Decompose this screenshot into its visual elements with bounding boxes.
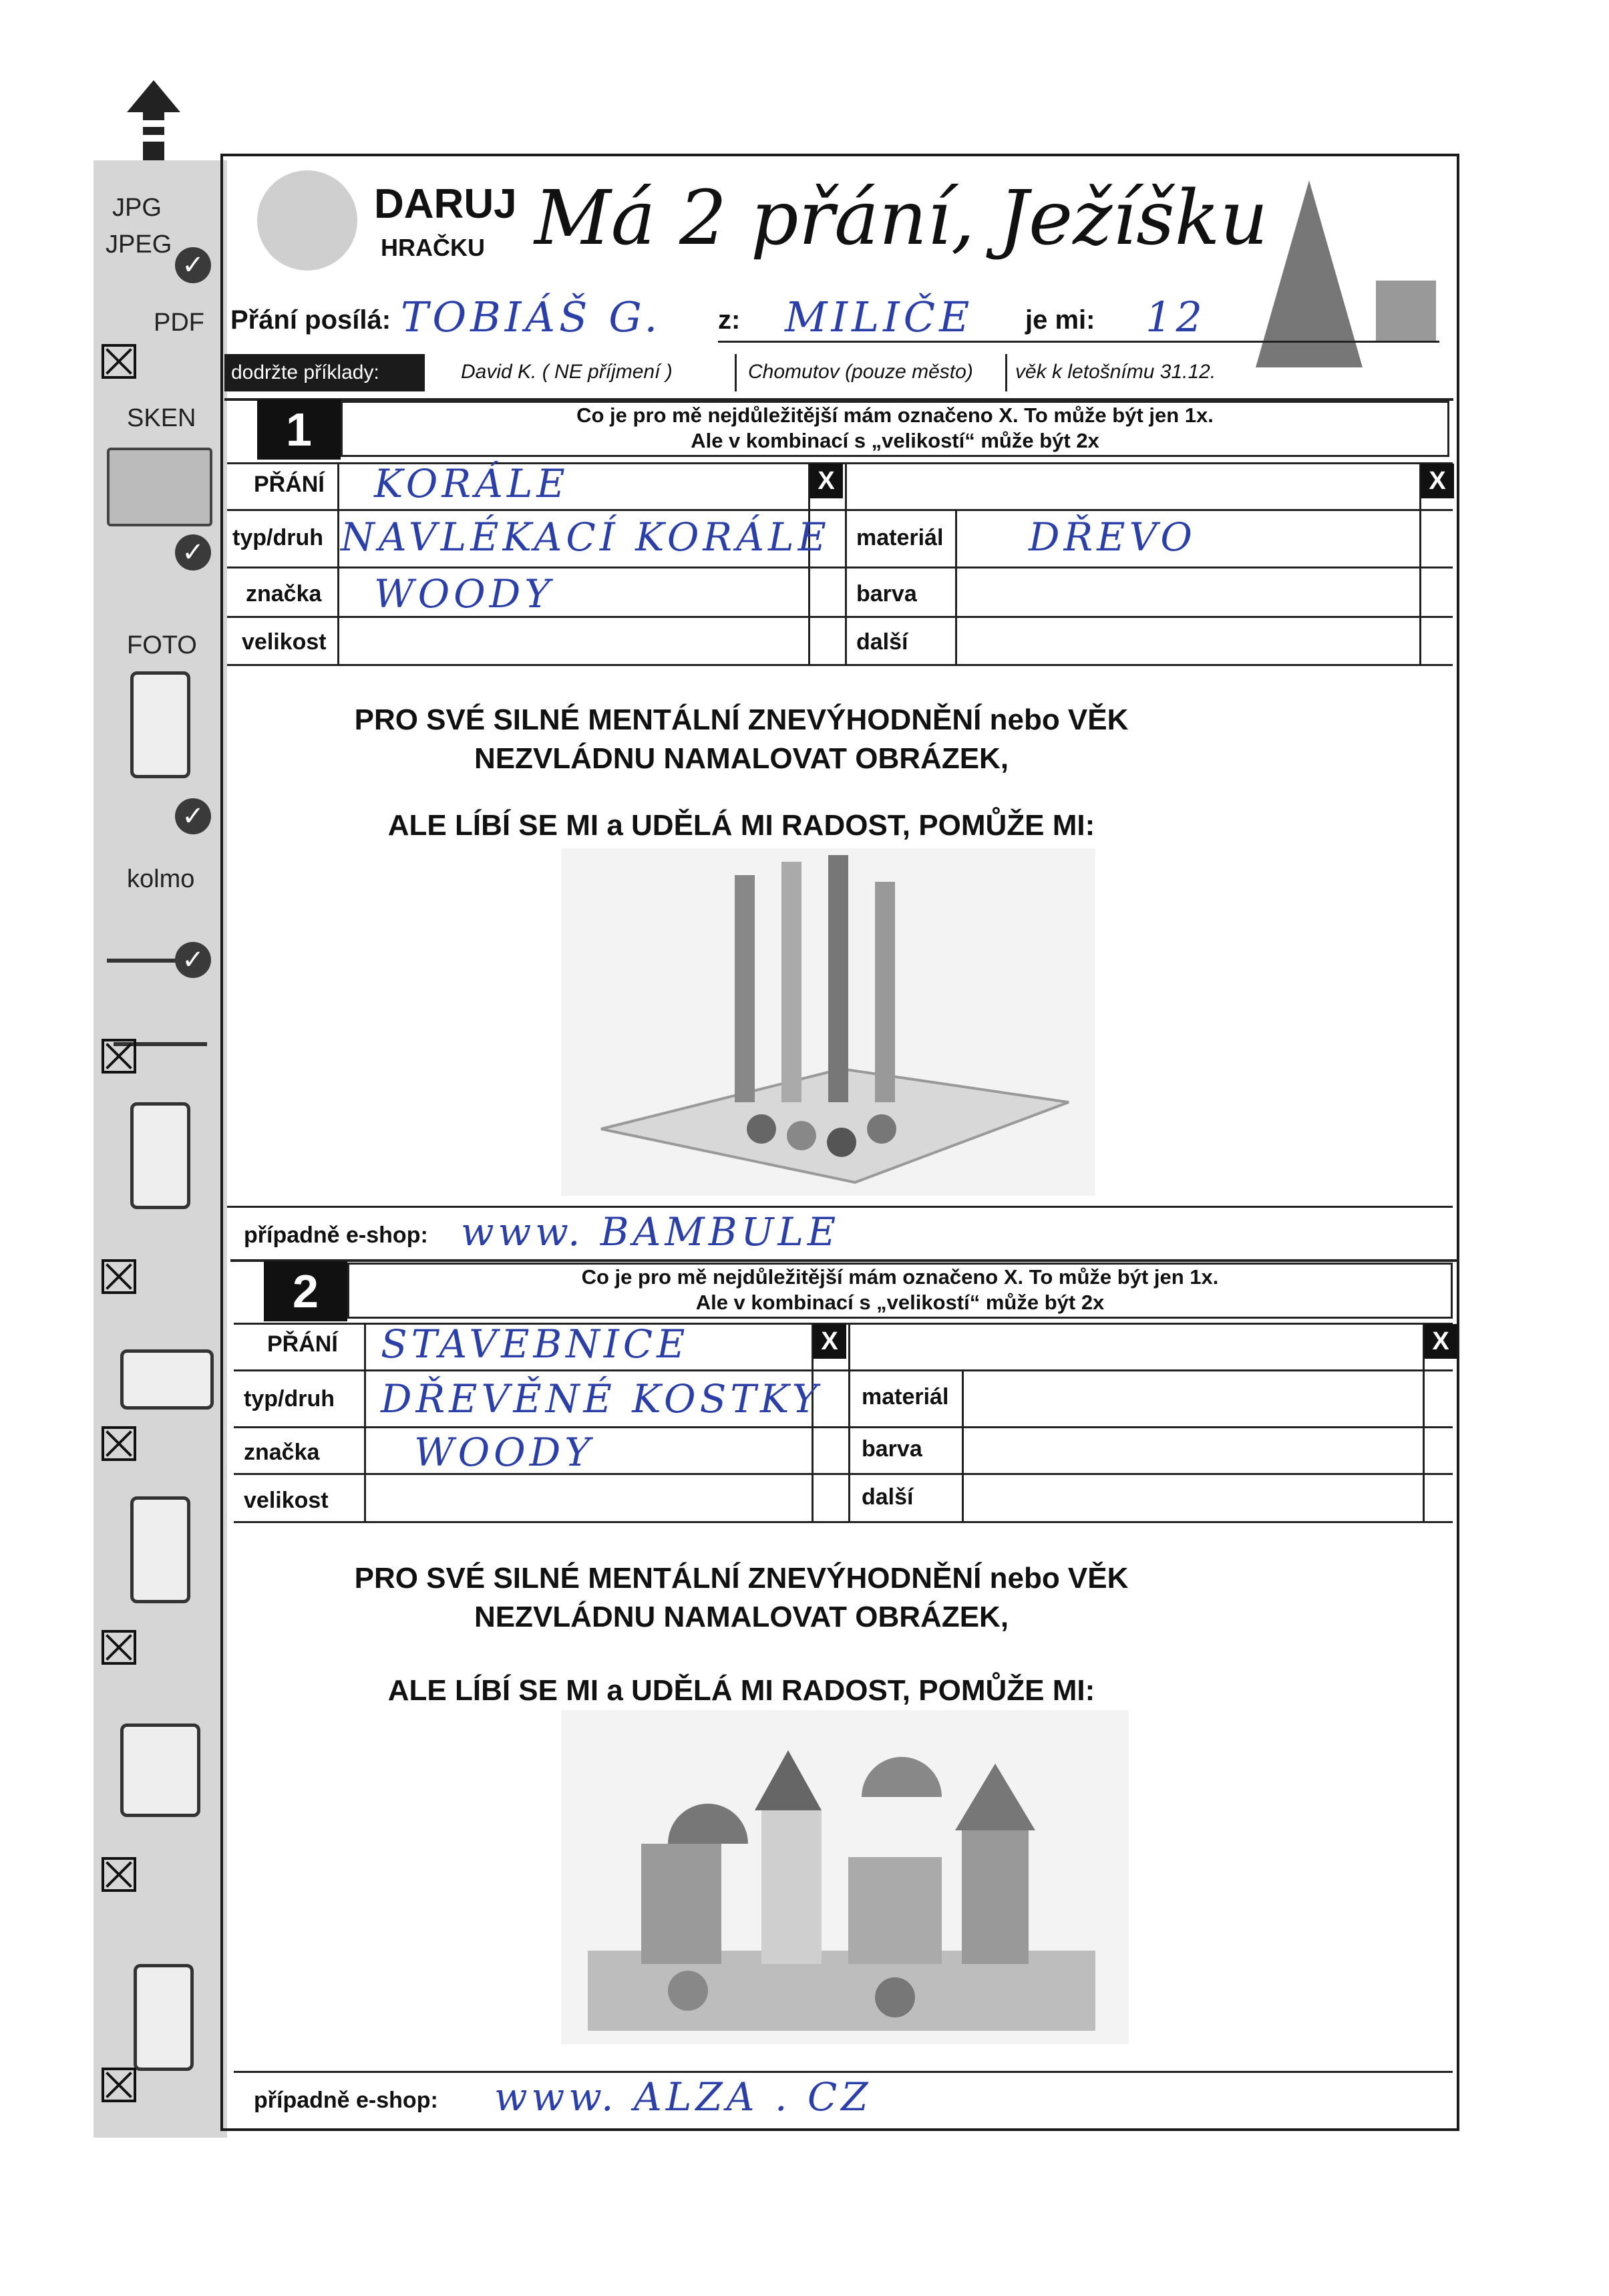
message-line: PRO SVÉ SILNÉ MENTÁLNÍ ZNEVÝHODNĚNÍ nebo VĚK [354,1562,1129,1595]
cross-box-icon [102,1259,136,1294]
field-label-prani: PŘÁNÍ [267,1331,338,1357]
priority-x-right[interactable]: X [1421,464,1454,498]
logo-text-daruj: DARUJ [374,181,517,227]
checkmark-icon: ✓ [175,534,211,570]
sidebar-label-foto: FOTO [127,631,197,659]
instruction-line: Ale v kombinací s „velikostí“ může být 2x [691,429,1099,452]
field-label-material: materiál [856,525,944,550]
phone-skewed-icon [120,1724,200,1817]
phone-photo-icon [130,671,190,778]
checkmark-icon: ✓ [175,798,211,834]
material-value[interactable]: DŘEVO [1029,514,1196,560]
santa-logo-image [257,170,357,271]
upload-arrow-icon [127,80,180,174]
hint-name: David K. ( NE příjmení ) [461,361,673,383]
wish-value[interactable]: KORÁLE [374,461,569,506]
sidebar-label-jpeg: JPEG [106,230,172,259]
instruction-line: Co je pro mě nejdůležitější mám označeno X. To může být jen 1x. [576,403,1214,427]
wish-number: 1 [257,399,341,460]
type-value[interactable]: NAVLÉKACÍ KORÁLE [341,514,830,560]
priority-x-left[interactable]: X [810,464,843,498]
cross-box-icon [102,2068,136,2102]
checkmark-icon: ✓ [175,942,211,978]
instruction-line: Ale v kombinací s „velikostí“ může být 2x [695,1291,1105,1314]
sidebar-label-kolmo: kolmo [127,865,195,893]
field-label-dalsi: další [856,629,908,655]
eshop-value[interactable]: www. BAMBULE [461,1209,840,1255]
field-label-znacka: značka [244,1440,320,1465]
cross-box-icon [102,344,136,379]
phone-blurry-icon [130,1496,190,1603]
type-value[interactable]: DŘEVĚNÉ KOSTKY [381,1376,822,1422]
hint-city: Chomutov (pouze město) [748,361,973,383]
message-line: NEZVLÁDNU NAMALOVAT OBRÁZEK, [474,742,1009,775]
sidebar-label-pdf: PDF [154,309,204,337]
field-label-velikost: velikost [242,629,327,655]
field-label-dalsi: další [862,1484,914,1510]
scanner-icon [107,448,212,526]
hint-age: věk k letošnímu 31.12. [1015,361,1216,383]
cross-box-icon [102,1039,136,1074]
cross-box-icon [102,1426,136,1461]
field-label-barva: barva [856,581,917,607]
product-photo-blocks [561,1710,1129,2044]
phone-rotated-icon [134,1964,194,2071]
wish-value[interactable]: STAVEBNICE [381,1321,689,1367]
priority-x-left[interactable]: X [813,1324,846,1359]
phone-landscape-icon [120,1349,214,1410]
field-label-material: materiál [862,1384,949,1410]
field-label-velikost: velikost [244,1488,329,1513]
instruction-line: Co je pro mě nejdůležitější mám označeno X. To může být jen 1x. [581,1265,1219,1289]
checkmark-icon: ✓ [175,247,211,283]
message-line: PRO SVÉ SILNÉ MENTÁLNÍ ZNEVÝHODNĚNÍ nebo VĚK [354,703,1129,736]
cross-box-icon [102,1857,136,1892]
city-value[interactable]: MILIČE [785,293,974,341]
wish-number: 2 [264,1261,347,1321]
brand-value[interactable]: WOODY [374,571,554,617]
age-label: je mi: [1025,305,1095,335]
priority-x-right[interactable]: X [1424,1324,1457,1359]
phone-tilted-icon [130,1102,190,1209]
eshop-label: případně e-shop: [244,1222,428,1248]
product-photo-beads [561,848,1095,1196]
sender-value[interactable]: TOBIÁŠ G. [401,293,662,341]
christmas-tree-image [1249,174,1449,374]
cross-box-icon [102,1630,136,1665]
field-label-barva: barva [862,1436,922,1462]
eshop-label: případně e-shop: [254,2088,438,2113]
message-line: ALE LÍBÍ SE MI a UDĚLÁ MI RADOST, POMŮŽE MI: [387,1674,1095,1707]
page-title: Má 2 přání, Ježíšku [534,175,1268,262]
logo-text-hracku: HRAČKU [381,234,485,261]
city-label: z: [718,305,741,335]
field-label-typ: typ/druh [244,1386,335,1412]
field-label-prani: PŘÁNÍ [254,472,325,497]
message-line: ALE LÍBÍ SE MI a UDĚLÁ MI RADOST, POMŮŽE MI: [387,809,1095,842]
message-line: NEZVLÁDNU NAMALOVAT OBRÁZEK, [474,1601,1009,1633]
field-label-znacka: značka [246,581,322,607]
sidebar-label-jpg: JPG [112,194,162,222]
sidebar-label-sken: SKEN [127,404,196,432]
field-label-typ: typ/druh [232,525,323,550]
eshop-value[interactable]: www. ALZA . CZ [494,2074,872,2120]
brand-value[interactable]: WOODY [414,1430,594,1475]
sender-label: Přání posílá: [230,305,391,335]
hint-label: dodržte příklady: [224,354,425,391]
age-value[interactable]: 12 [1145,293,1206,341]
